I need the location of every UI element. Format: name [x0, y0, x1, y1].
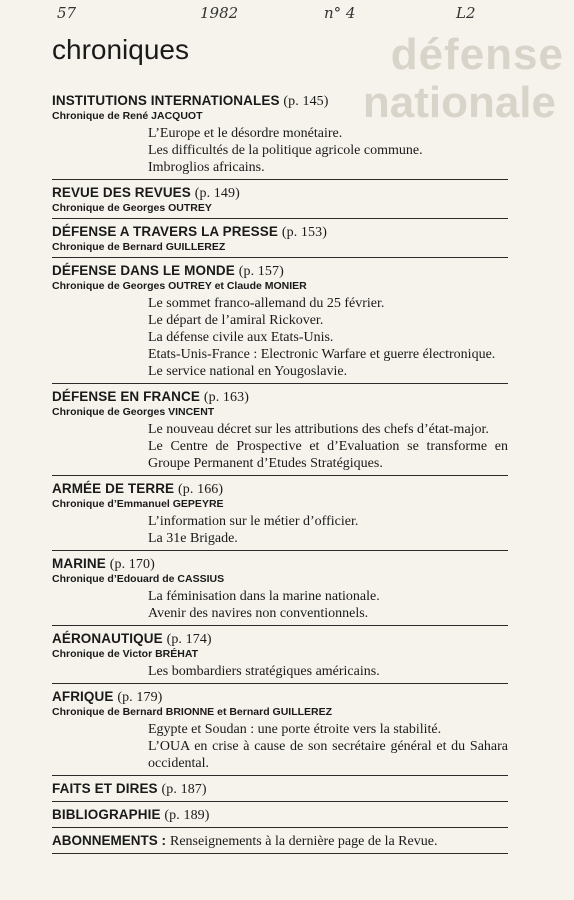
chronicle-section [52, 688, 508, 776]
section-title: AFRIQUE [52, 689, 114, 704]
article-title: Avenir des navires non conventionnels. [148, 606, 369, 621]
section-page-ref: (p. 189) [164, 808, 210, 823]
section-title: INSTITUTIONS INTERNATIONALES [52, 93, 280, 108]
section-page-ref: (p. 149) [194, 186, 240, 201]
article-list [52, 586, 508, 622]
section-title: DÉFENSE EN FRANCE [52, 389, 200, 404]
section-page-ref: (p. 174) [166, 632, 212, 647]
article-title: Le nouveau décret sur les attributions des chefs d’état-major. [148, 422, 489, 437]
handwritten-note: n° 4 [324, 4, 356, 22]
article-title: L’Europe et le désordre monétaire. [148, 126, 343, 141]
section-heading [52, 480, 508, 498]
article-list [52, 419, 508, 472]
subscriptions-label: ABONNEMENTS : [52, 833, 166, 848]
section-heading [52, 780, 508, 798]
section-author: Chronique d’Edouard de CASSIUS [52, 573, 225, 585]
section-title: FAITS ET DIRES [52, 781, 158, 796]
section-author: Chronique d’Emmanuel GEPEYRE [52, 498, 224, 510]
table-of-contents [52, 92, 508, 854]
subscriptions-section [52, 832, 508, 854]
chronicle-section [52, 480, 508, 551]
article-title: Le départ de l’amiral Rickover. [148, 313, 324, 328]
chronicle-section [52, 388, 508, 476]
chronicle-section [52, 806, 508, 828]
article-list [52, 123, 508, 176]
section-author: Chronique de Georges VINCENT [52, 406, 215, 418]
section-author: Chronique de Victor BRÉHAT [52, 648, 199, 660]
section-page-ref: (p. 153) [281, 225, 327, 240]
section-author: Chronique de René JACQUOT [52, 110, 203, 122]
chronicle-section [52, 780, 508, 802]
article-list [52, 293, 508, 380]
article-title: Les difficultés de la politique agricole commune. [148, 143, 423, 158]
section-heading [52, 262, 508, 280]
article-list [52, 511, 508, 547]
chronicle-section [52, 555, 508, 626]
section-title: DÉFENSE A TRAVERS LA PRESSE [52, 224, 278, 239]
chronicle-section [52, 223, 508, 258]
section-heading [52, 92, 508, 110]
chronicle-section [52, 184, 508, 219]
section-heading [52, 688, 508, 706]
chronicle-section [52, 630, 508, 684]
handwritten-note: L2 [456, 4, 476, 22]
article-list [52, 661, 508, 680]
section-heading [52, 630, 508, 648]
article-title: Les bombardiers stratégiques américains. [148, 664, 380, 679]
section-author: Chronique de Georges OUTREY et Claude MONIER [52, 280, 307, 292]
section-author: Chronique de Bernard GUILLEREZ [52, 241, 226, 253]
section-title: AÉRONAUTIQUE [52, 631, 163, 646]
section-heading [52, 184, 508, 202]
article-title: L’OUA en crise à cause de son secrétaire général et du Sahara occidental. [148, 739, 508, 771]
bleed-through-text: nationale [362, 78, 556, 127]
section-page-ref: (p. 179) [117, 690, 163, 705]
article-title: La féminisation dans la marine nationale. [148, 589, 380, 604]
section-author: Chronique de Bernard BRIONNE et Bernard GUILLEREZ [52, 706, 333, 718]
chronicle-section [52, 92, 508, 180]
handwritten-note: 1982 [200, 4, 239, 22]
article-title: Le service national en Yougoslavie. [148, 364, 348, 379]
section-heading [52, 388, 508, 406]
subscriptions-text: Renseignements à la dernière page de la Revue. [170, 834, 438, 849]
section-page-ref: (p. 187) [161, 782, 207, 797]
section-page-ref: (p. 170) [109, 557, 155, 572]
article-title: L’information sur le métier d’officier. [148, 514, 359, 529]
section-page-ref: (p. 157) [238, 264, 284, 279]
section-title: MARINE [52, 556, 106, 571]
page-title: chroniques [52, 34, 189, 65]
section-page-ref: (p. 166) [178, 482, 224, 497]
section-heading [52, 806, 508, 824]
article-title: La 31e Brigade. [148, 531, 238, 546]
section-title: ARMÉE DE TERRE [52, 481, 175, 496]
article-title: Le Centre de Prospective et d’Evaluation se transforme en Groupe Permanent d’Etudes Stratégiques. [148, 439, 508, 471]
article-title: Imbroglios africains. [148, 160, 265, 175]
handwritten-note: 57 [57, 4, 77, 22]
section-heading [52, 555, 508, 573]
chronicle-section [52, 262, 508, 384]
section-title: REVUE DES REVUES [52, 185, 191, 200]
article-title: Etats-Unis-France : Electronic Warfare et guerre électronique. [148, 347, 496, 362]
section-title: BIBLIOGRAPHIE [52, 807, 161, 822]
article-title: La défense civile aux Etats-Unis. [148, 330, 334, 345]
section-page-ref: (p. 145) [283, 94, 329, 109]
article-title: Egypte et Soudan : une porte étroite vers la stabilité. [148, 722, 442, 737]
article-list [52, 719, 508, 772]
section-page-ref: (p. 163) [203, 390, 249, 405]
section-author: Chronique de Georges OUTREY [52, 202, 212, 214]
bleed-through-text: défense [390, 30, 564, 79]
article-title: Le sommet franco-allemand du 25 février. [148, 296, 385, 311]
section-heading [52, 223, 508, 241]
section-title: DÉFENSE DANS LE MONDE [52, 263, 235, 278]
